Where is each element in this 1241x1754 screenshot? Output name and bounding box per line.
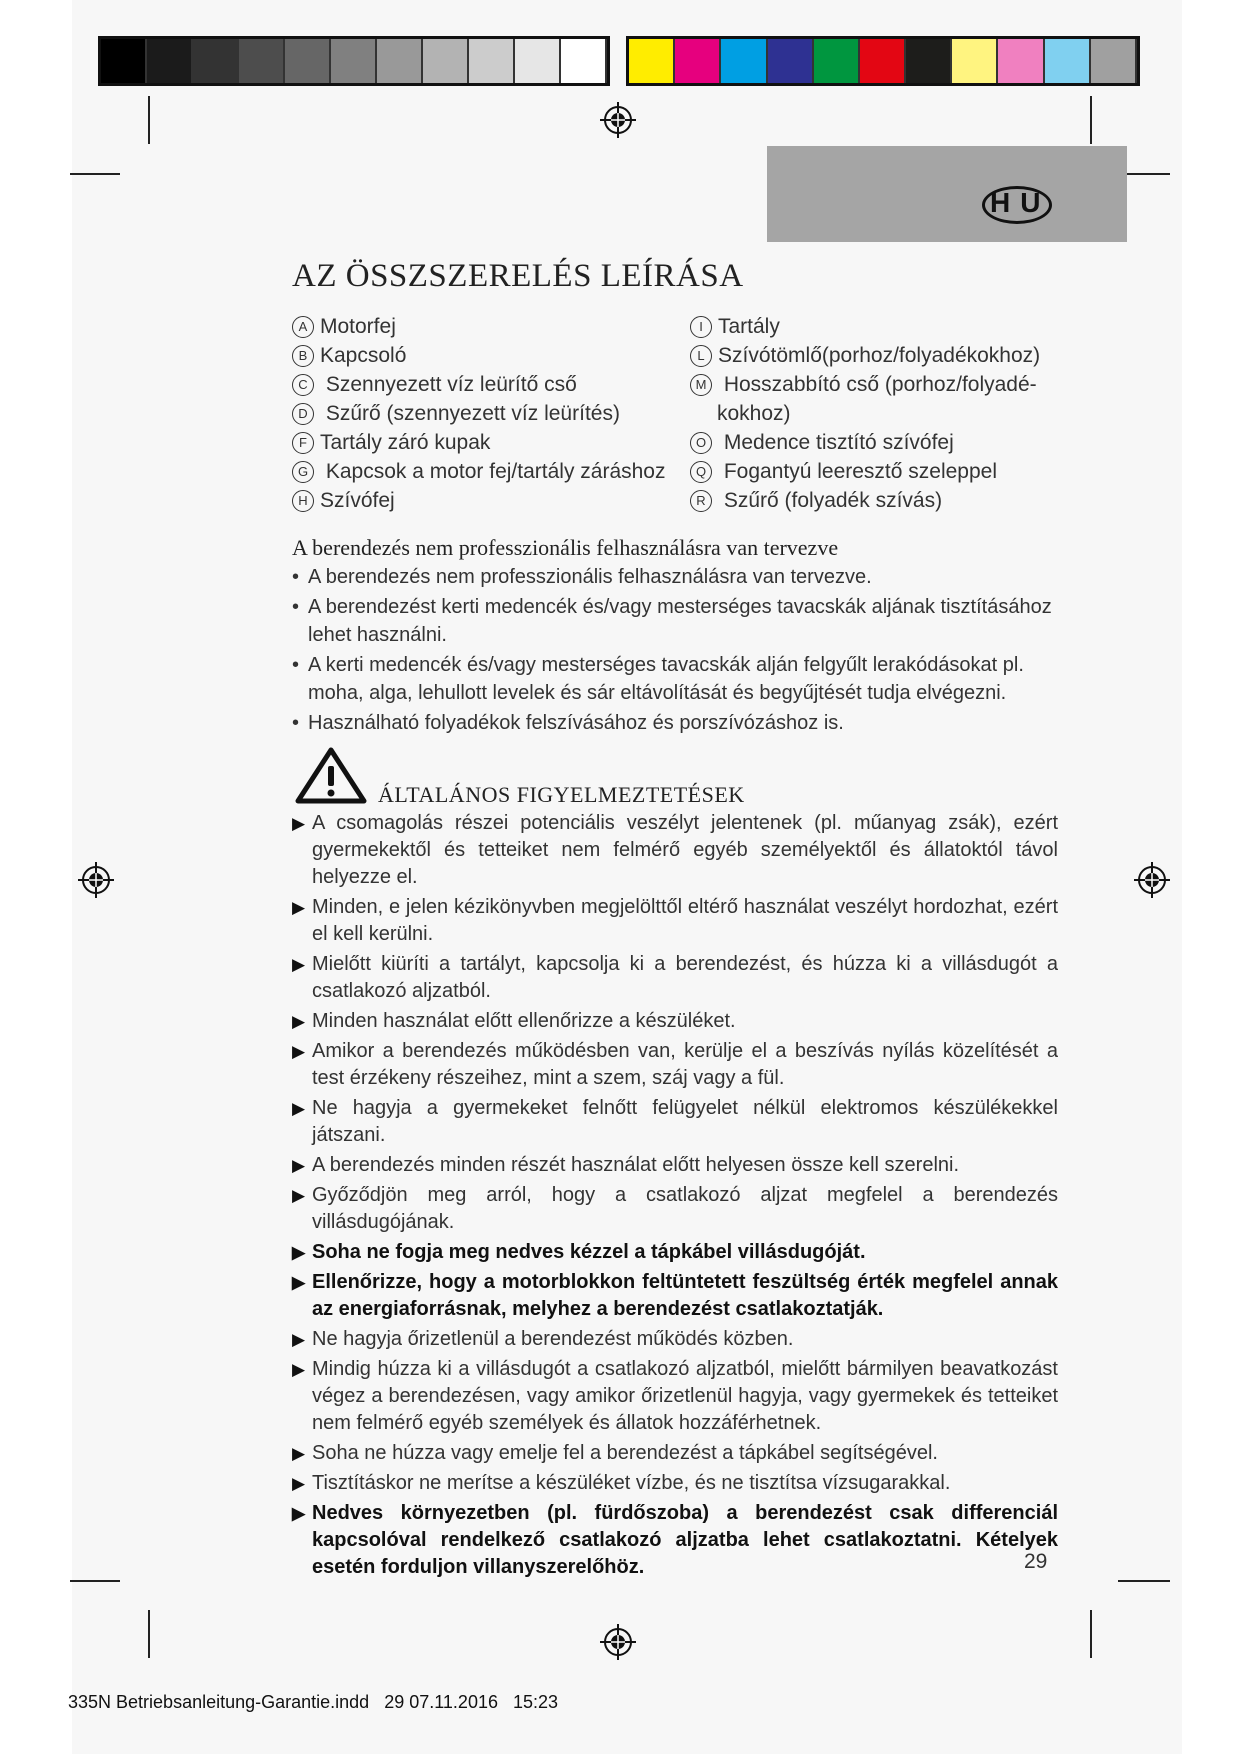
language-code: HU bbox=[990, 187, 1051, 218]
color-swatch bbox=[193, 39, 239, 83]
print-slug: 335N Betriebsanleitung-Garantie.indd 29 07.11.2016 15:23 bbox=[68, 1692, 559, 1712]
page-number: 29 bbox=[1024, 1550, 1048, 1573]
warning-text: Győződjön meg arról, hogy a csatlakozó aljzat megfelel a berendezés villásdugójának. bbox=[312, 1184, 1058, 1233]
crop-mark bbox=[70, 1580, 120, 1582]
part-label: Hosszabbító cső (porhoz/folyadé- bbox=[718, 373, 1037, 396]
warning-text: Nedves környezetben (pl. fürdőszoba) a berendezést csak differenciál kapcsolóval rendelkező csatlakozó aljzatba lehet csatlakoztatni. Kételyek esetén forduljon villanyszerelőhöz. bbox=[312, 1502, 1058, 1578]
intro-bullet-list bbox=[292, 563, 1058, 739]
warning-triangle-icon bbox=[294, 746, 368, 804]
registration-mark-icon bbox=[598, 1622, 638, 1662]
arrow-bullet-icon: ▶ bbox=[292, 1330, 306, 1349]
arrow-bullet-icon: ▶ bbox=[292, 1012, 306, 1031]
part-item bbox=[292, 341, 666, 370]
crop-mark bbox=[1118, 1580, 1170, 1582]
arrow-bullet-icon: ▶ bbox=[292, 1273, 306, 1292]
arrow-bullet-icon: ▶ bbox=[292, 955, 306, 974]
part-letter-badge: L bbox=[690, 345, 712, 367]
parts-list-right bbox=[690, 312, 1040, 515]
part-label: Szívófej bbox=[320, 489, 395, 512]
part-letter-badge: M bbox=[690, 374, 712, 396]
part-label: Tartály bbox=[718, 315, 780, 338]
color-swatch bbox=[721, 39, 767, 83]
arrow-bullet-icon: ▶ bbox=[292, 1360, 306, 1379]
part-letter-badge: O bbox=[690, 432, 712, 454]
part-letter-badge: I bbox=[690, 316, 712, 338]
crop-mark bbox=[1090, 1610, 1092, 1658]
warning-text: Amikor a berendezés működésben van, kerülje el a beszívás nyílás közelítését a test érzékeny részeihez, mint a szem, száj vagy a fül. bbox=[312, 1040, 1058, 1089]
warning-item bbox=[292, 1239, 1058, 1266]
arrow-bullet-icon: ▶ bbox=[292, 1042, 306, 1061]
warning-item bbox=[292, 1470, 1058, 1497]
arrow-bullet-icon: ▶ bbox=[292, 814, 306, 833]
warning-text: Soha ne fogja meg nedves kézzel a tápkábel villásdugóját. bbox=[312, 1241, 866, 1263]
warning-item bbox=[292, 1326, 1058, 1353]
part-letter-badge: Q bbox=[690, 461, 712, 483]
part-label: Motorfej bbox=[320, 315, 396, 338]
warnings-heading: ÁLTALÁNOS FIGYELMEZTETÉSEK bbox=[378, 782, 745, 807]
color-swatch bbox=[331, 39, 377, 83]
part-letter-badge: F bbox=[292, 432, 314, 454]
warning-item bbox=[292, 1038, 1058, 1092]
warning-item bbox=[292, 1440, 1058, 1467]
crop-mark bbox=[1090, 96, 1092, 144]
part-label: Szűrő (folyadék szívás) bbox=[718, 489, 943, 512]
warning-text: Soha ne húzza vagy emelje fel a berendezést a tápkábel segítségével. bbox=[312, 1442, 938, 1464]
warning-item bbox=[292, 1008, 1058, 1035]
intro-heading: A berendezés nem professzionális felhasználásra van tervezve bbox=[292, 535, 839, 560]
warning-text: Ne hagyja a gyermekeket felnőtt felügyelet nélkül elektromos készülékekkel játszani. bbox=[312, 1097, 1058, 1146]
warning-item bbox=[292, 1269, 1058, 1323]
intro-bullet: • A kerti medencék és/vagy mesterséges tavacskák alján felgyűlt lerakódásokat pl. moha, alga, lehullott levelek és sár eltávolítását és begyűjtését tudja elvégezni. bbox=[292, 651, 1058, 707]
part-label: Kapcsoló bbox=[320, 344, 407, 367]
warning-item bbox=[292, 894, 1058, 948]
part-label: Tartály záró kupak bbox=[320, 431, 491, 454]
arrow-bullet-icon: ▶ bbox=[292, 1186, 306, 1205]
color-swatch bbox=[998, 39, 1044, 83]
color-swatch bbox=[906, 39, 952, 83]
warning-item bbox=[292, 951, 1058, 1005]
warning-item bbox=[292, 810, 1058, 891]
warning-text: A csomagolás részei potenciális veszélyt jelentenek (pl. műanyag zsák), ezért gyermekektől és tetteiket nem felmérő egyéb személyektől és állatoktól távol helyezze el. bbox=[312, 812, 1058, 888]
color-swatch bbox=[814, 39, 860, 83]
warning-item bbox=[292, 1500, 1058, 1581]
part-letter-badge: B bbox=[292, 345, 314, 367]
part-label: Medence tisztító szívófej bbox=[718, 431, 954, 454]
page-title: AZ ÖSSZSZERELÉS LEÍRÁSA bbox=[292, 258, 744, 294]
arrow-bullet-icon: ▶ bbox=[292, 1504, 306, 1523]
warning-text: Ellenőrizze, hogy a motorblokkon feltüntetett feszültség érték megfelel annak az energiaforrásnak, melyhez a berendezést csatlakoztatják. bbox=[312, 1271, 1058, 1320]
warning-text: A berendezés minden részét használat előtt helyesen össze kell szerelni. bbox=[312, 1154, 960, 1176]
part-item bbox=[292, 457, 666, 486]
part-item bbox=[690, 370, 1040, 399]
part-item bbox=[690, 312, 1040, 341]
color-swatch bbox=[675, 39, 721, 83]
color-swatch bbox=[1091, 39, 1137, 83]
intro-bullet: • A berendezést kerti medencék és/vagy mesterséges tavacskák aljának tisztításához lehet használni. bbox=[292, 593, 1058, 649]
grayscale-calibration-bar bbox=[98, 36, 610, 86]
part-item bbox=[292, 428, 666, 457]
color-swatch bbox=[629, 39, 675, 83]
arrow-bullet-icon: ▶ bbox=[292, 1444, 306, 1463]
part-label: Szűrő (szennyezett víz leürítés) bbox=[320, 402, 620, 425]
part-item bbox=[292, 312, 666, 341]
part-item bbox=[292, 399, 666, 428]
color-swatch bbox=[952, 39, 998, 83]
part-letter-badge: G bbox=[292, 461, 314, 483]
part-label: Szívótömlő(porhoz/folyadékokhoz) bbox=[718, 344, 1041, 367]
arrow-bullet-icon: ▶ bbox=[292, 1474, 306, 1493]
part-label-continuation: kokhoz) bbox=[717, 402, 791, 425]
color-swatch bbox=[561, 39, 607, 83]
warnings-list bbox=[292, 810, 1058, 1584]
warning-text: Mielőtt kiüríti a tartályt, kapcsolja ki a berendezést, és húzza ki a villásdugót a csatlakozó aljzatból. bbox=[312, 953, 1058, 1002]
arrow-bullet-icon: ▶ bbox=[292, 1099, 306, 1118]
color-swatch bbox=[860, 39, 906, 83]
arrow-bullet-icon: ▶ bbox=[292, 1156, 306, 1175]
part-letter-badge: C bbox=[292, 374, 314, 396]
arrow-bullet-icon: ▶ bbox=[292, 1243, 306, 1262]
warning-text: Minden használat előtt ellenőrizze a készüléket. bbox=[312, 1010, 736, 1032]
warning-text: Ne hagyja őrizetlenül a berendezést működés közben. bbox=[312, 1328, 794, 1350]
part-item bbox=[292, 486, 666, 515]
warning-item bbox=[292, 1182, 1058, 1236]
intro-bullet: • Használható folyadékok felszívásához és porszívózáshoz is. bbox=[292, 709, 1058, 737]
registration-mark-icon bbox=[1132, 860, 1172, 900]
color-swatch bbox=[377, 39, 423, 83]
part-letter-badge: R bbox=[690, 490, 712, 512]
part-item bbox=[292, 370, 666, 399]
crop-mark bbox=[148, 96, 150, 144]
arrow-bullet-icon: ▶ bbox=[292, 898, 306, 917]
registration-mark-icon bbox=[76, 860, 116, 900]
color-swatch bbox=[285, 39, 331, 83]
color-swatch bbox=[239, 39, 285, 83]
registration-mark-icon bbox=[598, 100, 638, 140]
language-tab bbox=[767, 146, 1127, 242]
color-swatch bbox=[423, 39, 469, 83]
crop-mark bbox=[70, 173, 120, 175]
part-item bbox=[690, 457, 1040, 486]
color-calibration-bar bbox=[626, 36, 1140, 86]
warning-item bbox=[292, 1095, 1058, 1149]
part-label: Kapcsok a motor fej/tartály záráshoz bbox=[320, 460, 666, 483]
color-swatch bbox=[515, 39, 561, 83]
warning-text: Minden, e jelen kézikönyvben megjelölttől eltérő használat veszélyt hordozhat, ezért el kell kerülni. bbox=[312, 896, 1058, 945]
color-swatch bbox=[1045, 39, 1091, 83]
warning-item bbox=[292, 1356, 1058, 1437]
part-item bbox=[690, 428, 1040, 457]
warning-text: Tisztításkor ne merítse a készüléket vízbe, és ne tisztítsa vízsugarakkal. bbox=[312, 1472, 951, 1494]
part-item bbox=[690, 486, 1040, 515]
color-swatch bbox=[768, 39, 814, 83]
part-letter-badge: D bbox=[292, 403, 314, 425]
warning-text: Mindig húzza ki a villásdugót a csatlakozó aljzatból, mielőtt bármilyen beavatkozást végez a berendezésen, vagy amikor őrizetlenül hagyja, vagy gyermekek és tetteiket nem felmérő egyéb személyek és állatok hozzáférhetnek. bbox=[312, 1358, 1058, 1434]
color-swatch bbox=[147, 39, 193, 83]
part-label: Fogantyú leeresztő szeleppel bbox=[718, 460, 997, 483]
color-swatch bbox=[101, 39, 147, 83]
warning-item bbox=[292, 1152, 1058, 1179]
color-swatch bbox=[469, 39, 515, 83]
part-letter-badge: H bbox=[292, 490, 314, 512]
intro-bullet: • A berendezés nem professzionális felhasználásra van tervezve. bbox=[292, 563, 1058, 591]
parts-list-left bbox=[292, 312, 666, 515]
part-item bbox=[690, 341, 1040, 370]
part-letter-badge: A bbox=[292, 316, 314, 338]
crop-mark bbox=[148, 1610, 150, 1658]
part-label: Szennyezett víz leürítő cső bbox=[320, 373, 577, 396]
